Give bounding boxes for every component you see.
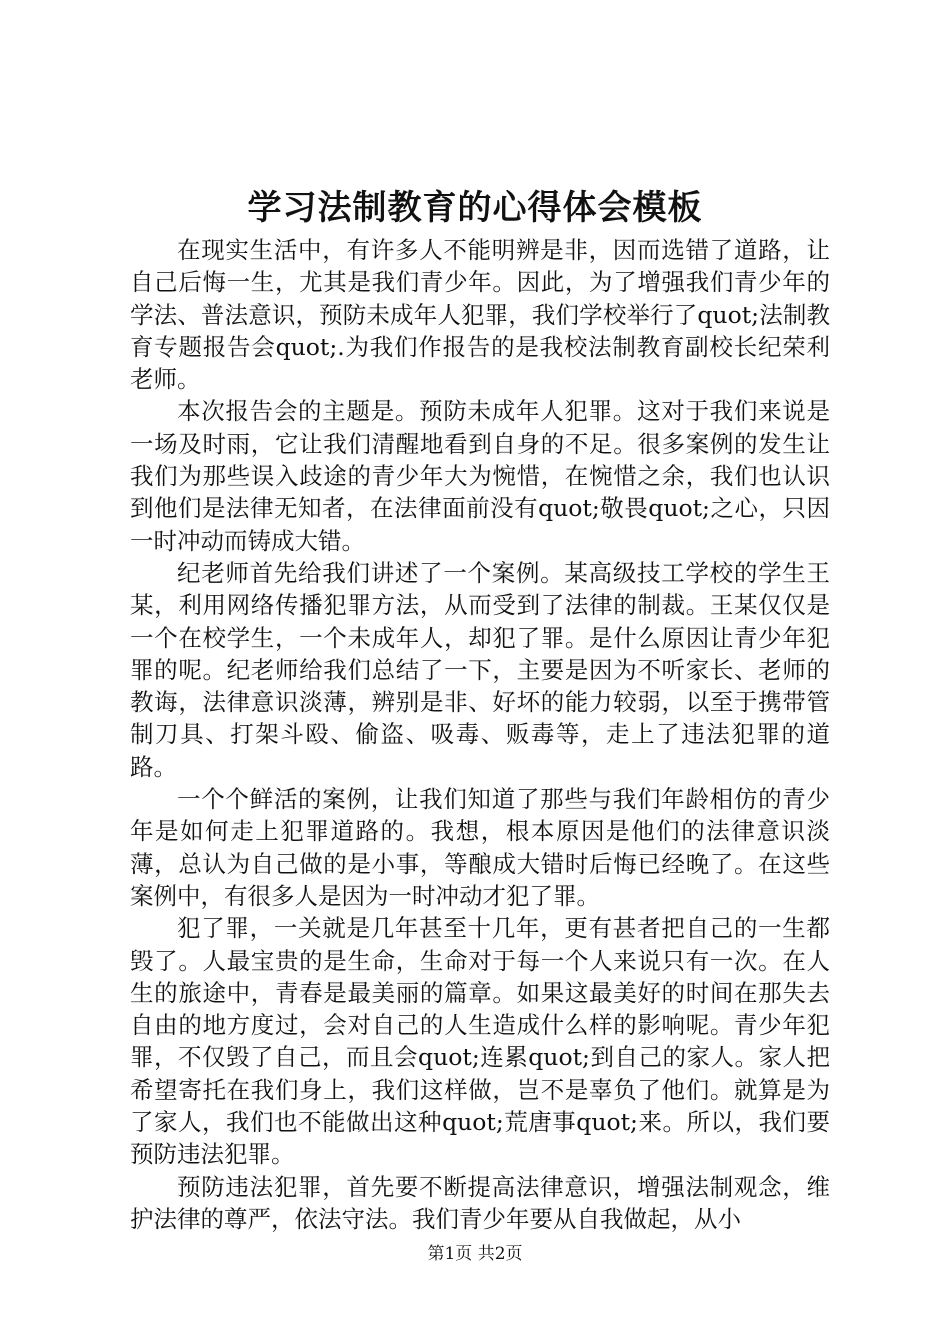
document-title: 学习法制教育的心得体会模板 bbox=[247, 188, 703, 228]
paragraph: 犯了罪，一关就是几年甚至十几年，更有甚者把自己的一生都毁了。人最宝贵的是生命，生命对于每一个人来说只有一次。在人生的旅途中，青春是最美丽的篇章。如果这最美好的时间在那失去自由的地方度过，会对自己的人生造成什么样的影响呢。青少年犯罪，不仅毁了自己，而且会quot;连累quot;到自己的家人。家人把希望寄托在我们身上，我们这样做，岂不是辜负了他们。就算是为了家人，我们也不能做出这种quot;荒唐事quot;来。所以，我们要预防违法犯罪。 bbox=[130, 914, 830, 1169]
document-body bbox=[130, 234, 830, 1235]
paragraph: 预防违法犯罪，首先要不断提高法律意识，增强法制观念，维护法律的尊严，依法守法。我们青少年要从自我做起，从小 bbox=[130, 1172, 830, 1233]
paragraph: 在现实生活中，有许多人不能明辨是非，因而选错了道路，让自己后悔一生，尤其是我们青少年。因此，为了增强我们青少年的学法、普法意识，预防未成年人犯罪，我们学校举行了quot;法制教育专题报告会quot;.为我们作报告的是我校法制教育副校长纪荣利老师。 bbox=[130, 236, 830, 394]
paragraph: 本次报告会的主题是。预防未成年人犯罪。这对于我们来说是一场及时雨，它让我们清醒地看到自身的不足。很多案例的发生让我们为那些误入歧途的青少年大为惋惜，在惋惜之余，我们也认识到他们是法律无知者，在法律面前没有quot;敬畏quot;之心，只因一时冲动而铸成大错。 bbox=[130, 397, 830, 555]
paragraph: 一个个鲜活的案例，让我们知道了那些与我们年龄相仿的青少年是如何走上犯罪道路的。我想，根本原因是他们的法律意识淡薄，总认为自己做的是小事，等酿成大错时后悔已经晚了。在这些案例中，有很多人是因为一时冲动才犯了罪。 bbox=[130, 785, 830, 910]
page-footer: 第1页 共2页 bbox=[427, 1244, 523, 1264]
paragraph: 纪老师首先给我们讲述了一个案例。某高级技工学校的学生王某，利用网络传播犯罪方法，从而受到了法律的制裁。王某仅仅是一个在校学生，一个未成年人，却犯了罪。是什么原因让青少年犯罪的呢。纪老师给我们总结了一下，主要是因为不听家长、老师的教诲，法律意识淡薄，辨别是非、好坏的能力较弱，以至于携带管制刀具、打架斗殴、偷盗、吸毒、贩毒等，走上了违法犯罪的道路。 bbox=[130, 558, 830, 781]
